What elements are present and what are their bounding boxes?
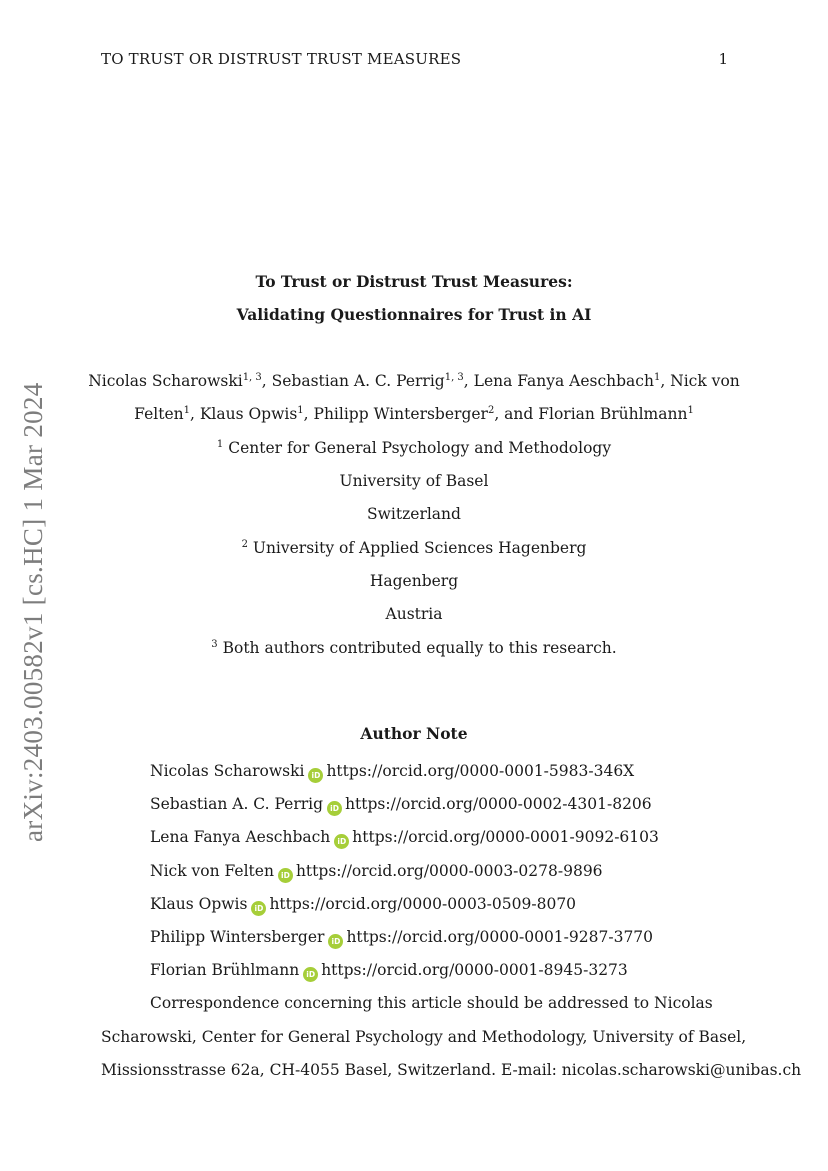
author-name: Philipp Wintersberger [313,405,488,423]
orcid-author-name: Nicolas Scharowski [150,762,305,780]
author-affiliation-marker: 2 [487,405,495,416]
equal-contribution-note [0,639,828,657]
page-number: 1 [718,50,728,68]
author-affiliation-marker: 1, 3 [444,372,464,383]
orcid-entry [150,928,653,949]
author-name: Florian Brühlmann [538,405,688,423]
author-note-heading: Author Note [360,724,468,743]
orcid-icon[interactable]: iD [251,901,266,916]
orcid-entry [150,895,576,916]
correspondence-line-3: Missionsstrasse 62a, CH-4055 Basel, Switzerland. E-mail: nicolas.scharowski@unibas.ch [101,1061,802,1079]
orcid-icon[interactable]: iD [308,768,323,783]
author-affiliation-marker: 1 [183,405,190,416]
author-name: Felten [134,405,184,423]
orcid-author-name: Klaus Opwis [150,895,248,913]
orcid-entry [150,762,634,783]
author-name: Sebastian A. C. Perrig [271,372,445,390]
author-separator: , [463,372,474,390]
author-separator: , [261,372,272,390]
affiliation-2-country: Austria [385,605,443,623]
paper-title-line-1: To Trust or Distrust Trust Measures: [255,272,573,291]
orcid-icon[interactable]: iD [327,801,342,816]
affiliation-marker: 3 [211,639,218,650]
orcid-author-name: Lena Fanya Aeschbach [150,828,331,846]
orcid-entry [150,828,659,849]
correspondence-line-2: Scharowski, Center for General Psychology and Methodology, University of Basel, [101,1028,747,1046]
correspondence-line-1: Correspondence concerning this article should be addressed to Nicolas [150,994,713,1012]
orcid-icon[interactable]: iD [328,934,343,949]
author-list-line-1 [0,372,828,390]
author-affiliation-marker: 1 [653,372,661,383]
orcid-author-name: Nick von Felten [150,862,274,880]
arxiv-identifier-stamp: arXiv:2403.00582v1 [cs.HC] 1 Mar 2024 [18,382,48,842]
author-separator: , [303,405,314,423]
author-name: Nicolas Scharowski [88,372,243,390]
orcid-icon[interactable]: iD [334,834,349,849]
orcid-link[interactable]: https://orcid.org/0000-0001-9092-6103 [352,828,659,846]
orcid-entry [150,862,603,883]
author-name: Lena Fanya Aeschbach [473,372,654,390]
affiliation-marker: 2 [241,539,248,550]
author-separator: , Nick von [660,372,740,390]
orcid-author-name: Philipp Wintersberger [150,928,325,946]
author-affiliation-marker: 1, 3 [242,372,262,383]
author-separator: , and [494,405,539,423]
orcid-icon[interactable]: iD [303,967,318,982]
orcid-icon[interactable]: iD [278,868,293,883]
orcid-link[interactable]: https://orcid.org/0000-0001-9287-3770 [346,928,654,946]
orcid-author-name: Florian Brühlmann [150,961,300,979]
affiliation-1-name [0,439,828,457]
orcid-entry [150,795,652,816]
author-list-line-2 [0,405,828,423]
affiliation-2-name [0,539,828,557]
orcid-link[interactable]: https://orcid.org/0000-0001-5983-346X [326,762,635,780]
affiliation-1-country: Switzerland [367,505,461,523]
affiliation-1-university: University of Basel [339,472,489,490]
paper-title-line-2: Validating Questionnaires for Trust in AI [236,305,592,324]
orcid-link[interactable]: https://orcid.org/0000-0003-0509-8070 [269,895,577,913]
orcid-link[interactable]: https://orcid.org/0000-0001-8945-3273 [321,961,628,979]
orcid-link[interactable]: https://orcid.org/0000-0003-0278-9896 [295,862,603,880]
affiliation-2-city: Hagenberg [369,572,459,590]
orcid-author-name: Sebastian A. C. Perrig [150,795,324,813]
author-name: Klaus Opwis [199,405,298,423]
affiliation-marker: 1 [216,439,224,450]
author-separator: , [189,405,200,423]
orcid-entry [150,961,628,982]
author-affiliation-marker: 1 [687,405,694,416]
affiliation-text: Center for General Psychology and Methodology [228,439,612,457]
running-head: TO TRUST OR DISTRUST TRUST MEASURES [101,50,462,68]
affiliation-text: University of Applied Sciences Hagenberg [252,539,587,557]
equal-contribution-text: Both authors contributed equally to this research. [222,639,617,657]
orcid-link[interactable]: https://orcid.org/0000-0002-4301-8206 [345,795,652,813]
author-affiliation-marker: 1 [297,405,304,416]
